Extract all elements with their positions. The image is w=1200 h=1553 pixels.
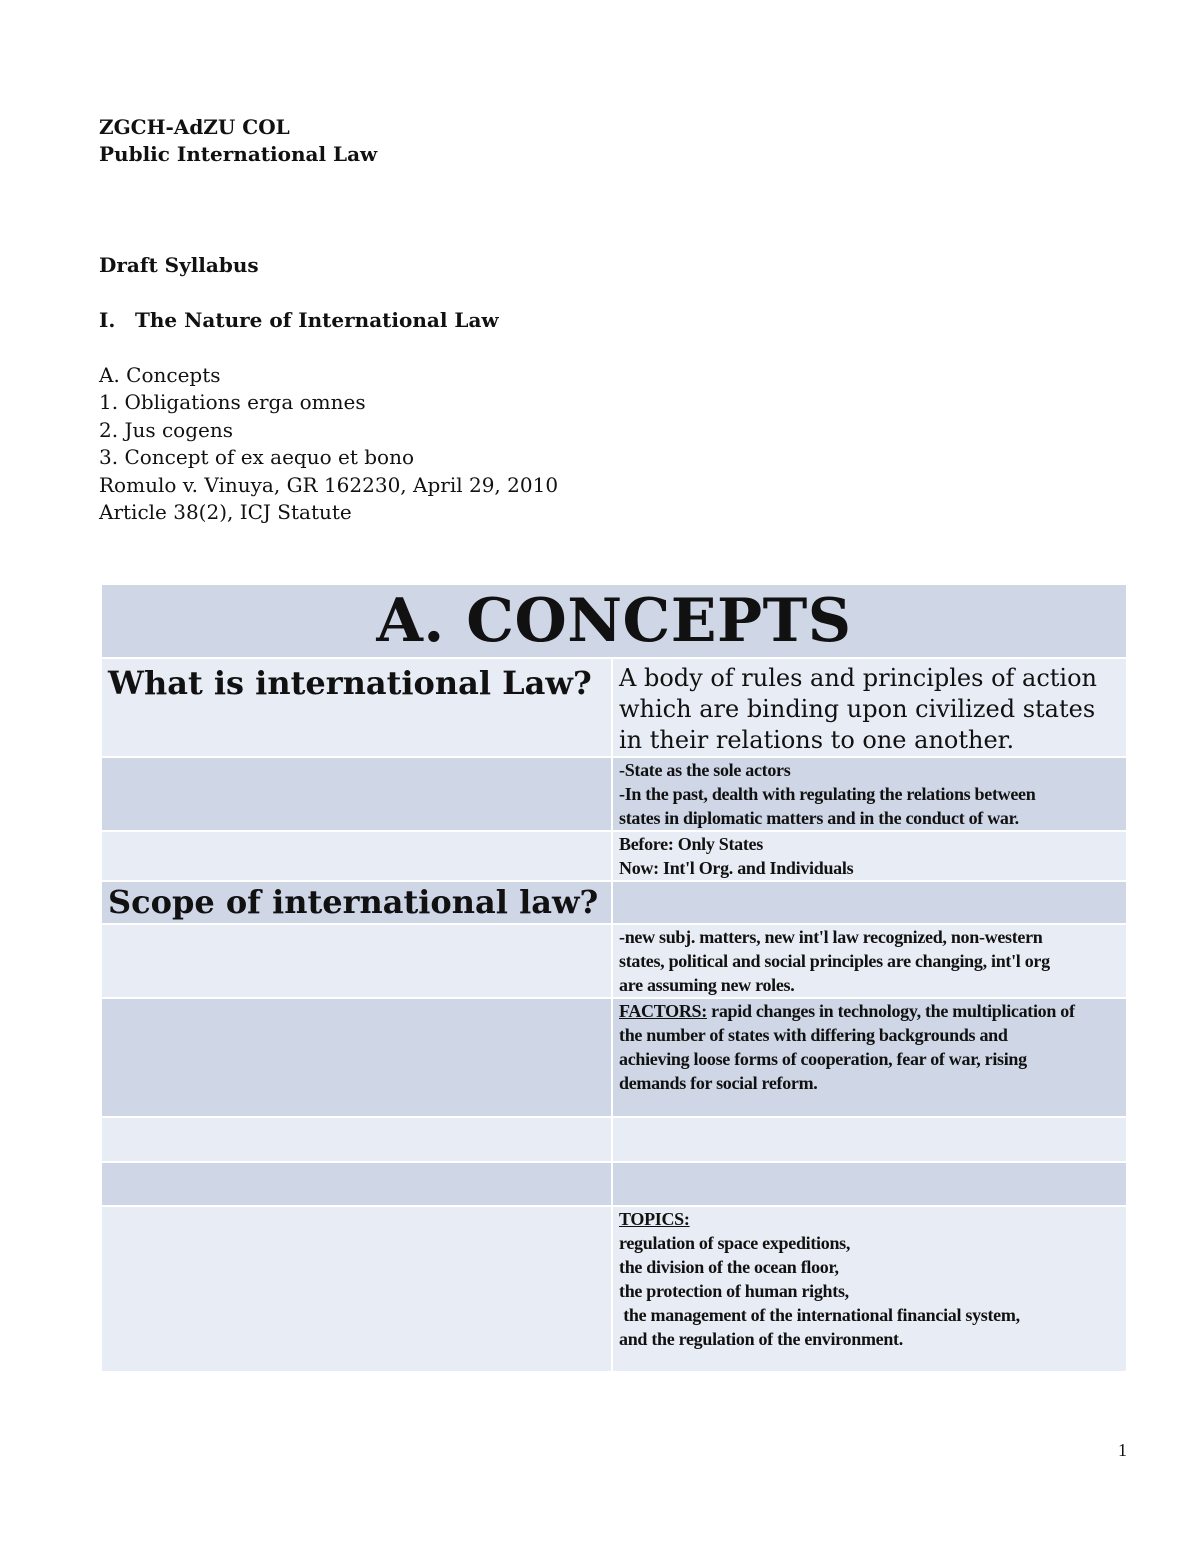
list-item: Article 38(2), ICJ Statute [99,500,352,525]
factors-cell [612,998,1127,1117]
empty-cell [101,998,612,1117]
question-cell: Scope of international law? [101,881,612,924]
topics-label: TOPICS: [619,1209,690,1229]
note-line: regulation of space expeditions, [619,1233,851,1253]
empty-cell [612,1162,1127,1206]
section-heading [99,307,499,334]
table-row [101,658,1127,757]
note-line: -new subj. matters, new int'l law recognized, non-western [619,927,1043,947]
table-row [101,998,1127,1117]
note-line: states in diplomatic matters and in the conduct of war. [619,808,1019,828]
list-item: 1. Obligations erga omnes [99,390,366,415]
question-cell: What is international Law? [101,658,612,757]
note-line: -In the past, dealth with regulating the relations between [619,784,1036,804]
topics-cell [612,1206,1127,1372]
list-item: A. Concepts [99,363,221,387]
concepts-list [99,362,558,526]
course-name: Public International Law [99,142,378,166]
concepts-table [100,583,1128,1373]
factors-label: FACTORS: [619,1001,707,1021]
notes-cell [612,831,1127,881]
note-line: the number of states with differing backgrounds and [619,1025,1008,1045]
table-row [101,1117,1127,1162]
notes-cell [612,757,1127,831]
draft-title: Draft Syllabus [99,253,259,277]
list-item: 3. Concept of ex aequo et bono [99,445,415,470]
note-line: demands for social reform. [619,1073,818,1093]
empty-cell [101,924,612,998]
note-line: the protection of human rights, [619,1281,849,1301]
empty-cell [101,757,612,831]
note-line: are assuming new roles. [619,975,795,995]
notes-cell [612,924,1127,998]
table-row [101,1206,1127,1372]
table-row [101,584,1127,658]
section-title: The Nature of International Law [135,308,499,332]
table-row [101,757,1127,831]
empty-cell [101,1206,612,1372]
section-number: I. [99,308,116,332]
table-row [101,881,1127,924]
note-line: the management of the international financial system, [619,1305,1020,1325]
note-line: -State as the sole actors [619,760,791,780]
table-title: A. CONCEPTS [101,584,1127,658]
note-line: Before: Only States [619,834,763,854]
table-row [101,831,1127,881]
note-line: the division of the ocean floor, [619,1257,839,1277]
empty-cell [101,1162,612,1206]
note-line: states, political and social principles are changing, int'l org [619,951,1050,971]
empty-cell [612,881,1127,924]
note-line: rapid changes in technology, the multiplication of [706,1001,1075,1021]
table-row [101,1162,1127,1206]
empty-cell [101,831,612,881]
institution-name: ZGCH-AdZU COL [99,115,290,139]
empty-cell [101,1117,612,1162]
empty-cell [612,1117,1127,1162]
table-row [101,924,1127,998]
definition-cell: A body of rules and principles of action which are binding upon civilized states in their relations to one another. [612,658,1127,757]
list-item: 2. Jus cogens [99,417,233,442]
note-line: and the regulation of the environment. [619,1329,903,1349]
list-item: Romulo v. Vinuya, GR 162230, April 29, 2010 [99,472,559,497]
note-line: achieving loose forms of cooperation, fear of war, rising [619,1049,1027,1069]
page-number: 1 [1118,1440,1127,1460]
note-line: Now: Int'l Org. and Individuals [619,858,854,878]
document-header [99,114,377,168]
